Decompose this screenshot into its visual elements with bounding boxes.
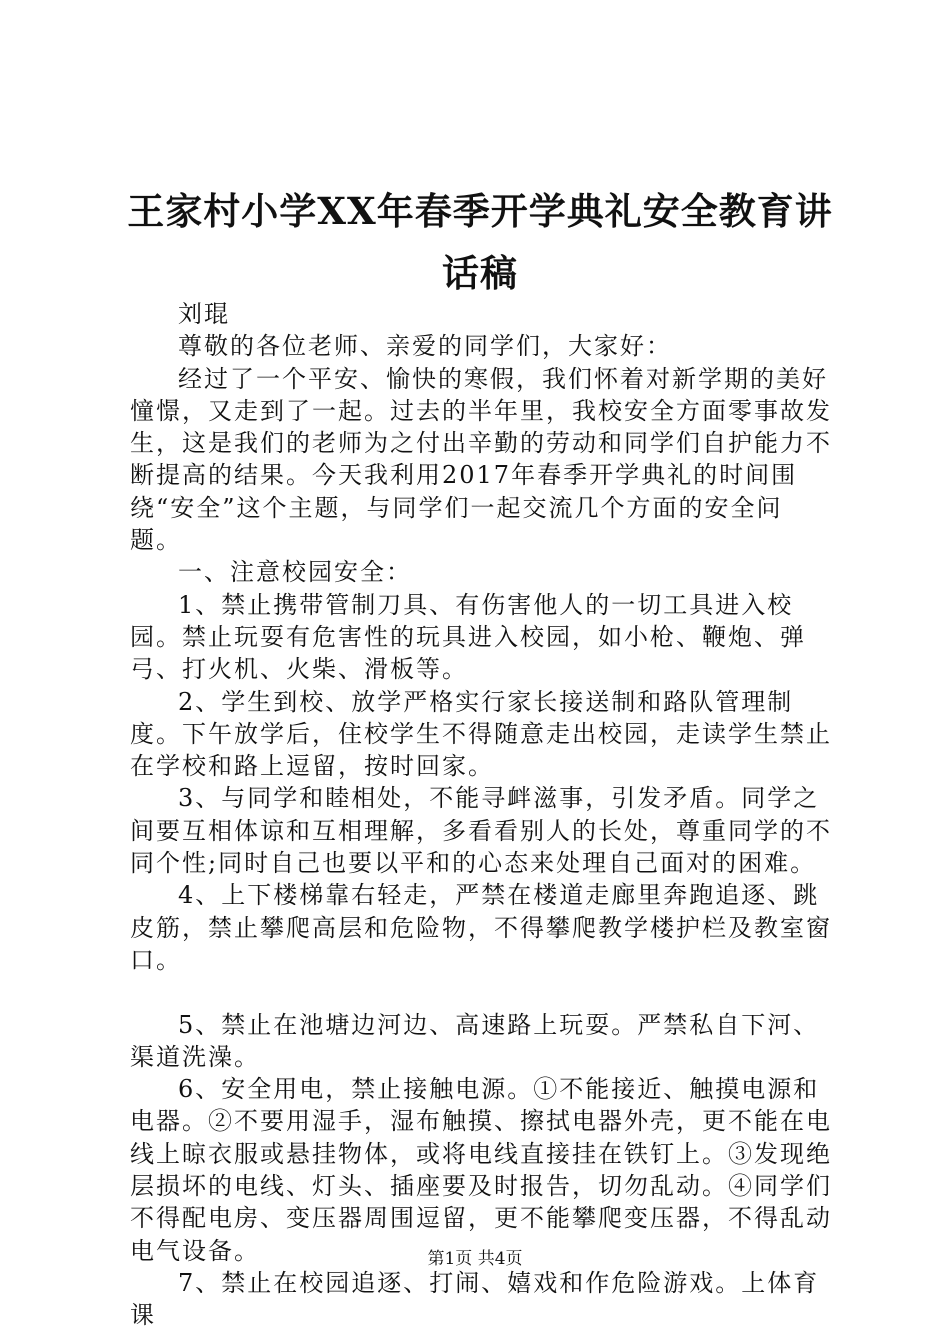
paragraph-item-1: 1、禁止携带管制刀具、有伤害他人的一切工具进入校园。禁止玩耍有危害性的玩具进入校园，如小枪、鞭炮、弹弓、打火机、火柴、滑板等。 xyxy=(130,590,806,684)
paragraph-item-6: 6、安全用电，禁止接触电源。①不能接近、触摸电源和电器。②不要用湿手，湿布触摸、擦拭电器外壳，更不能在电线上晾衣服或悬挂物体，或将电线直接挂在铁钉上。③发现绝层损坏的电线、灯头、插座要及时报告，切勿乱动。④同学们不得配电房、变压器周围逗留，更不能攀爬变压器，不得乱动电气设备。 xyxy=(130,1075,832,1265)
document-title: 王家村小学XX年春季开学典礼安全教育讲话稿 xyxy=(127,189,833,295)
document-body xyxy=(130,298,832,1332)
author-line: 刘琨 xyxy=(178,300,230,328)
paragraph-item-3: 3、与同学和睦相处，不能寻衅滋事，引发矛盾。同学之间要互相体谅和互相理解，多看看别人的长处，尊重同学的不同个性;同时自己也要以平和的心态来处理自己面对的困难。 xyxy=(130,784,832,878)
paragraph-item-5: 5、禁止在池塘边河边、高速路上玩耍。严禁私自下河、渠道洗澡。 xyxy=(130,1010,820,1071)
paragraph-greeting: 尊敬的各位老师、亲爱的同学们，大家好： xyxy=(178,332,672,361)
paragraph-intro: 经过了一个平安、愉快的寒假，我们怀着对新学期的美好憧憬，又走到了一起。过去的半年里，我校安全方面零事故发生，这是我们的老师为之付出辛勤的劳动和同学们自护能力不断提高的结果。今天我利用2017年春季开学典礼的时间围绕“安全”这个主题，与同学们一起交流几个方面的安全问题。 xyxy=(130,364,832,555)
paragraph-item-4: 4、上下楼梯靠右轻走，严禁在楼道走廊里奔跑追逐、跳皮筋，禁止攀爬高层和危险物，不得攀爬教学楼护栏及教室窗口。 xyxy=(130,881,832,974)
section-heading: 一、注意校园安全： xyxy=(178,558,412,587)
page-footer: 第1页 共4页 xyxy=(427,1249,523,1269)
blank-line xyxy=(130,976,832,1008)
paragraph-item-2: 2、学生到校、放学严格实行家长接送制和路队管理制度。下午放学后，住校学生不得随意走出校园，走读学生禁止在学校和路上逗留，按时回家。 xyxy=(130,687,832,781)
paragraph-item-7: 7、禁止在校园追逐、打闹、嬉戏和作危险游戏。上体育课 xyxy=(130,1268,820,1330)
